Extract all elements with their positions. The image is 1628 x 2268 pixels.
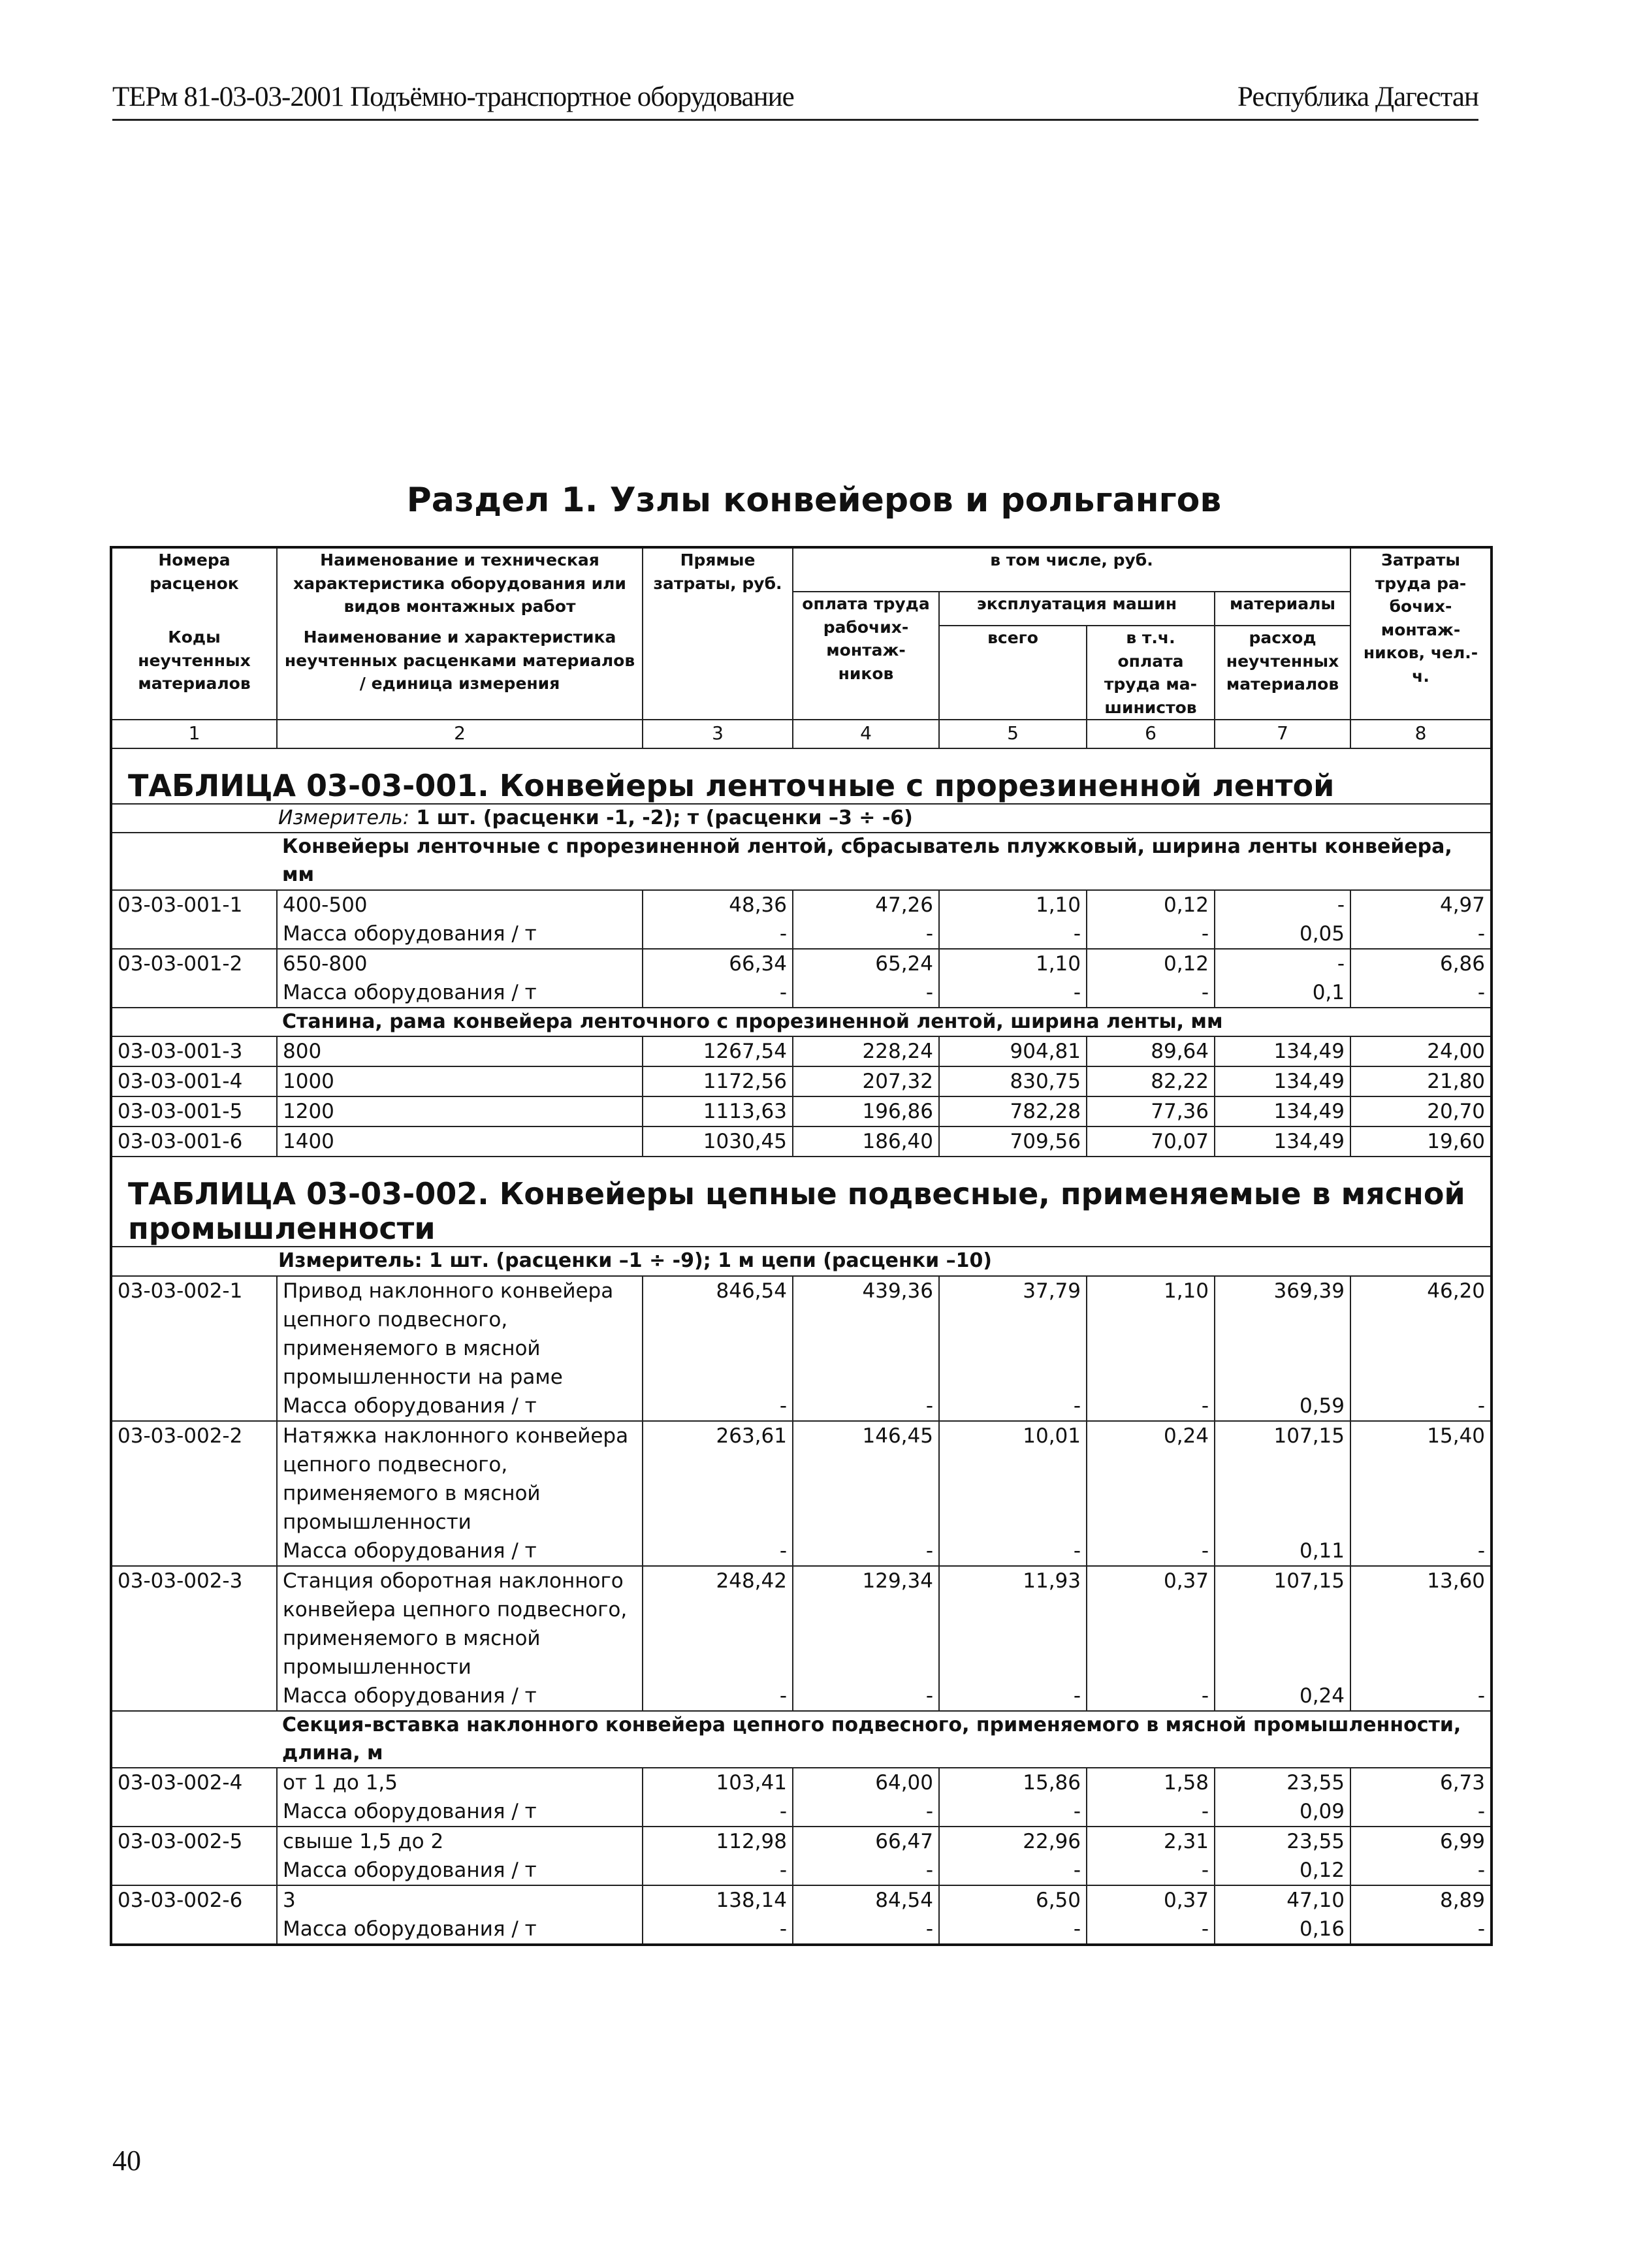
rate-name: Привод наклонного конвейера цепного подвесного, применяемого в мясной промышленности на раме: [277, 1276, 643, 1392]
value-cell: 196,86: [793, 1096, 939, 1126]
material-name: Масса оборудования / т: [277, 1392, 643, 1421]
material-name: Масса оборудования / т: [277, 978, 643, 1008]
value-cell: 103,41: [643, 1768, 793, 1797]
value-cell: 37,79: [939, 1276, 1087, 1392]
value-cell: -: [1087, 1797, 1215, 1827]
page-number: 40: [112, 2145, 141, 2177]
value-cell: 6,86: [1350, 949, 1492, 978]
rate-code: 03-03-002-1: [111, 1276, 277, 1392]
value-cell: 89,64: [1087, 1036, 1215, 1066]
value-cell: 20,70: [1350, 1096, 1492, 1126]
value-cell: -: [1215, 890, 1350, 919]
group-heading: Конвейеры ленточные с прорезиненной лентой, сбрасыватель плужковый, ширина ленты конвейера, мм: [277, 833, 1492, 889]
rate-code: 03-03-001-4: [111, 1066, 277, 1096]
value-cell: -: [1350, 1537, 1492, 1566]
table-title: ТАБЛИЦА 03-03-002. Конвейеры цепные подвесные, применяемые в мясной промышленности: [111, 1157, 1492, 1247]
col-head-material-codes: Коды неучтенных материалов: [111, 626, 277, 720]
material-name: Масса оборудования / т: [277, 1915, 643, 1945]
col-num: 1: [111, 720, 277, 748]
col-head-machine-total: всего: [939, 626, 1087, 720]
rate-code: 03-03-002-4: [111, 1768, 277, 1797]
value-cell: -: [643, 919, 793, 949]
value-cell: -: [1087, 919, 1215, 949]
value-cell: -: [1350, 1392, 1492, 1421]
value-cell: 21,80: [1350, 1066, 1492, 1096]
value-cell: 82,22: [1087, 1066, 1215, 1096]
col-head-machine-operation: эксплуатация машин: [939, 592, 1215, 626]
value-cell: 782,28: [939, 1096, 1087, 1126]
value-cell: 134,49: [1215, 1066, 1350, 1096]
value-cell: 64,00: [793, 1768, 939, 1797]
section-title: Раздел 1. Узлы конвейеров и рольгангов: [406, 481, 1222, 520]
col-head-labor-costs: Затраты труда ра-бочих-монтаж-ников, чел.-ч.: [1350, 547, 1492, 720]
col-num: 3: [643, 720, 793, 748]
value-cell: 0,37: [1087, 1885, 1215, 1915]
value-cell: -: [1350, 919, 1492, 949]
value-cell: 369,39: [1215, 1276, 1350, 1392]
col-head-material-usage: расход неучтенных материалов: [1215, 626, 1350, 720]
col-num: 7: [1215, 720, 1350, 748]
value-cell: 0,1: [1215, 978, 1350, 1008]
rate-code: 03-03-001-5: [111, 1096, 277, 1126]
rate-name: свыше 1,5 до 2: [277, 1827, 643, 1856]
col-head-direct-costs: Прямые затраты, руб.: [643, 547, 793, 720]
value-cell: -: [1350, 978, 1492, 1008]
rate-name: 650-800: [277, 949, 643, 978]
value-cell: -: [643, 1537, 793, 1566]
value-cell: -: [793, 1392, 939, 1421]
rate-code: 03-03-002-5: [111, 1827, 277, 1856]
value-cell: 0,12: [1087, 949, 1215, 978]
value-cell: 48,36: [643, 890, 793, 919]
value-cell: -: [793, 1537, 939, 1566]
rate-name: 400-500: [277, 890, 643, 919]
value-cell: 846,54: [643, 1276, 793, 1392]
value-cell: 112,98: [643, 1827, 793, 1856]
value-cell: 24,00: [1350, 1036, 1492, 1066]
value-cell: -: [1087, 1537, 1215, 1566]
value-cell: 138,14: [643, 1885, 793, 1915]
value-cell: 2,31: [1087, 1827, 1215, 1856]
rate-name: 1400: [277, 1126, 643, 1157]
value-cell: 1,10: [1087, 1276, 1215, 1392]
value-cell: 66,34: [643, 949, 793, 978]
rate-name: 800: [277, 1036, 643, 1066]
value-cell: -: [939, 1682, 1087, 1711]
value-cell: 13,60: [1350, 1566, 1492, 1682]
value-cell: -: [939, 1537, 1087, 1566]
rate-code: 03-03-002-6: [111, 1885, 277, 1915]
table-measure: Измеритель: 1 шт. (расценки -1, -2); т (расценки –3 ÷ -6): [111, 804, 1492, 833]
value-cell: -: [1350, 1856, 1492, 1885]
value-cell: 129,34: [793, 1566, 939, 1682]
value-cell: 0,12: [1215, 1856, 1350, 1885]
value-cell: -: [643, 1915, 793, 1945]
value-cell: 0,24: [1215, 1682, 1350, 1711]
rate-code: 03-03-001-3: [111, 1036, 277, 1066]
material-name: Масса оборудования / т: [277, 919, 643, 949]
value-cell: -: [1087, 1856, 1215, 1885]
value-cell: -: [643, 1682, 793, 1711]
value-cell: 0,11: [1215, 1537, 1350, 1566]
table-title: ТАБЛИЦА 03-03-001. Конвейеры ленточные с прорезиненной лентой: [111, 748, 1492, 804]
value-cell: 23,55: [1215, 1827, 1350, 1856]
value-cell: 228,24: [793, 1036, 939, 1066]
value-cell: -: [939, 1915, 1087, 1945]
value-cell: 0,12: [1087, 890, 1215, 919]
value-cell: -: [939, 1392, 1087, 1421]
value-cell: 77,36: [1087, 1096, 1215, 1126]
value-cell: -: [643, 1856, 793, 1885]
value-cell: -: [1350, 1915, 1492, 1945]
group-heading: Секция-вставка наклонного конвейера цепного подвесного, применяемого в мясной промышленности, длина, м: [277, 1711, 1492, 1768]
value-cell: -: [643, 978, 793, 1008]
value-cell: 70,07: [1087, 1126, 1215, 1157]
col-num: 2: [277, 720, 643, 748]
value-cell: -: [1087, 978, 1215, 1008]
value-cell: 439,36: [793, 1276, 939, 1392]
value-cell: -: [1087, 1682, 1215, 1711]
value-cell: 107,15: [1215, 1566, 1350, 1682]
rates-table: [110, 546, 1493, 1946]
value-cell: 0,24: [1087, 1421, 1215, 1537]
value-cell: 1,10: [939, 890, 1087, 919]
value-cell: 47,26: [793, 890, 939, 919]
rate-name: 1200: [277, 1096, 643, 1126]
value-cell: -: [1087, 1392, 1215, 1421]
value-cell: 47,10: [1215, 1885, 1350, 1915]
value-cell: -: [793, 1915, 939, 1945]
value-cell: -: [939, 1856, 1087, 1885]
value-cell: -: [939, 919, 1087, 949]
value-cell: -: [1087, 1915, 1215, 1945]
rate-code: 03-03-001-6: [111, 1126, 277, 1157]
value-cell: 107,15: [1215, 1421, 1350, 1537]
value-cell: 134,49: [1215, 1036, 1350, 1066]
value-cell: 186,40: [793, 1126, 939, 1157]
material-name: Масса оборудования / т: [277, 1856, 643, 1885]
value-cell: 65,24: [793, 949, 939, 978]
value-cell: 22,96: [939, 1827, 1087, 1856]
value-cell: 23,55: [1215, 1768, 1350, 1797]
value-cell: 6,99: [1350, 1827, 1492, 1856]
rate-code: 03-03-002-3: [111, 1566, 277, 1682]
rate-code: 03-03-001-2: [111, 949, 277, 978]
value-cell: 1,10: [939, 949, 1087, 978]
value-cell: 10,01: [939, 1421, 1087, 1537]
value-cell: -: [939, 978, 1087, 1008]
col-head-materials: материалы: [1215, 592, 1350, 626]
value-cell: 19,60: [1350, 1126, 1492, 1157]
value-cell: 6,73: [1350, 1768, 1492, 1797]
rate-name: от 1 до 1,5: [277, 1768, 643, 1797]
rate-name: 3: [277, 1885, 643, 1915]
value-cell: 15,86: [939, 1768, 1087, 1797]
col-num: 4: [793, 720, 939, 748]
col-head-material-name: Наименование и характеристика неучтенных расценками материалов / единица измерения: [277, 626, 643, 720]
group-heading: Станина, рама конвейера ленточного с прорезиненной лентой, ширина ленты, мм: [277, 1008, 1492, 1037]
running-header: [112, 77, 1478, 121]
value-cell: 134,49: [1215, 1096, 1350, 1126]
value-cell: 11,93: [939, 1566, 1087, 1682]
rate-name: Станция оборотная наклонного конвейера цепного подвесного, применяемого в мясной промышленности: [277, 1566, 643, 1682]
rate-code: 03-03-002-2: [111, 1421, 277, 1537]
value-cell: -: [793, 1856, 939, 1885]
col-head-rate-numbers: Номера расценок: [111, 547, 277, 626]
value-cell: 15,40: [1350, 1421, 1492, 1537]
value-cell: 46,20: [1350, 1276, 1492, 1392]
material-name: Масса оборудования / т: [277, 1537, 643, 1566]
header-region: Республика Дагестан: [1237, 82, 1478, 112]
rate-name: Натяжка наклонного конвейера цепного подвесного, применяемого в мясной промышленности: [277, 1421, 643, 1537]
value-cell: -: [793, 1682, 939, 1711]
col-head-worker-pay: оплата труда рабочих-монтаж-ников: [793, 592, 939, 720]
material-name: Масса оборудования / т: [277, 1797, 643, 1827]
value-cell: 8,89: [1350, 1885, 1492, 1915]
table-measure: Измеритель: 1 шт. (расценки –1 ÷ -9); 1 м цепи (расценки –10): [111, 1247, 1492, 1276]
value-cell: -: [793, 1797, 939, 1827]
value-cell: 248,42: [643, 1566, 793, 1682]
value-cell: -: [793, 919, 939, 949]
value-cell: 134,49: [1215, 1126, 1350, 1157]
col-num: 6: [1087, 720, 1215, 748]
value-cell: -: [1215, 949, 1350, 978]
value-cell: 1,58: [1087, 1768, 1215, 1797]
value-cell: 1113,63: [643, 1096, 793, 1126]
value-cell: 0,05: [1215, 919, 1350, 949]
value-cell: -: [1350, 1797, 1492, 1827]
value-cell: 830,75: [939, 1066, 1087, 1096]
col-num: 8: [1350, 720, 1492, 748]
material-name: Масса оборудования / т: [277, 1682, 643, 1711]
value-cell: 0,09: [1215, 1797, 1350, 1827]
col-head-including: в том числе, руб.: [793, 547, 1350, 592]
col-num: 5: [939, 720, 1087, 748]
value-cell: 4,97: [1350, 890, 1492, 919]
value-cell: -: [643, 1797, 793, 1827]
value-cell: 6,50: [939, 1885, 1087, 1915]
value-cell: -: [1350, 1682, 1492, 1711]
value-cell: 1030,45: [643, 1126, 793, 1157]
value-cell: 709,56: [939, 1126, 1087, 1157]
value-cell: 66,47: [793, 1827, 939, 1856]
value-cell: 0,37: [1087, 1566, 1215, 1682]
header-document-title: ТЕРм 81-03-03-2001 Подъёмно-транспортное оборудование: [112, 82, 794, 112]
value-cell: 1267,54: [643, 1036, 793, 1066]
value-cell: 263,61: [643, 1421, 793, 1537]
col-head-name: Наименование и техническая характеристика оборудования или видов монтажных работ: [277, 547, 643, 626]
col-head-operator-pay: в т.ч. оплата труда ма-шинистов: [1087, 626, 1215, 720]
value-cell: 0,59: [1215, 1392, 1350, 1421]
rate-name: 1000: [277, 1066, 643, 1096]
value-cell: 146,45: [793, 1421, 939, 1537]
rate-code: 03-03-001-1: [111, 890, 277, 919]
value-cell: 84,54: [793, 1885, 939, 1915]
value-cell: 207,32: [793, 1066, 939, 1096]
value-cell: -: [643, 1392, 793, 1421]
value-cell: 0,16: [1215, 1915, 1350, 1945]
value-cell: 904,81: [939, 1036, 1087, 1066]
value-cell: -: [793, 978, 939, 1008]
value-cell: 1172,56: [643, 1066, 793, 1096]
value-cell: -: [939, 1797, 1087, 1827]
